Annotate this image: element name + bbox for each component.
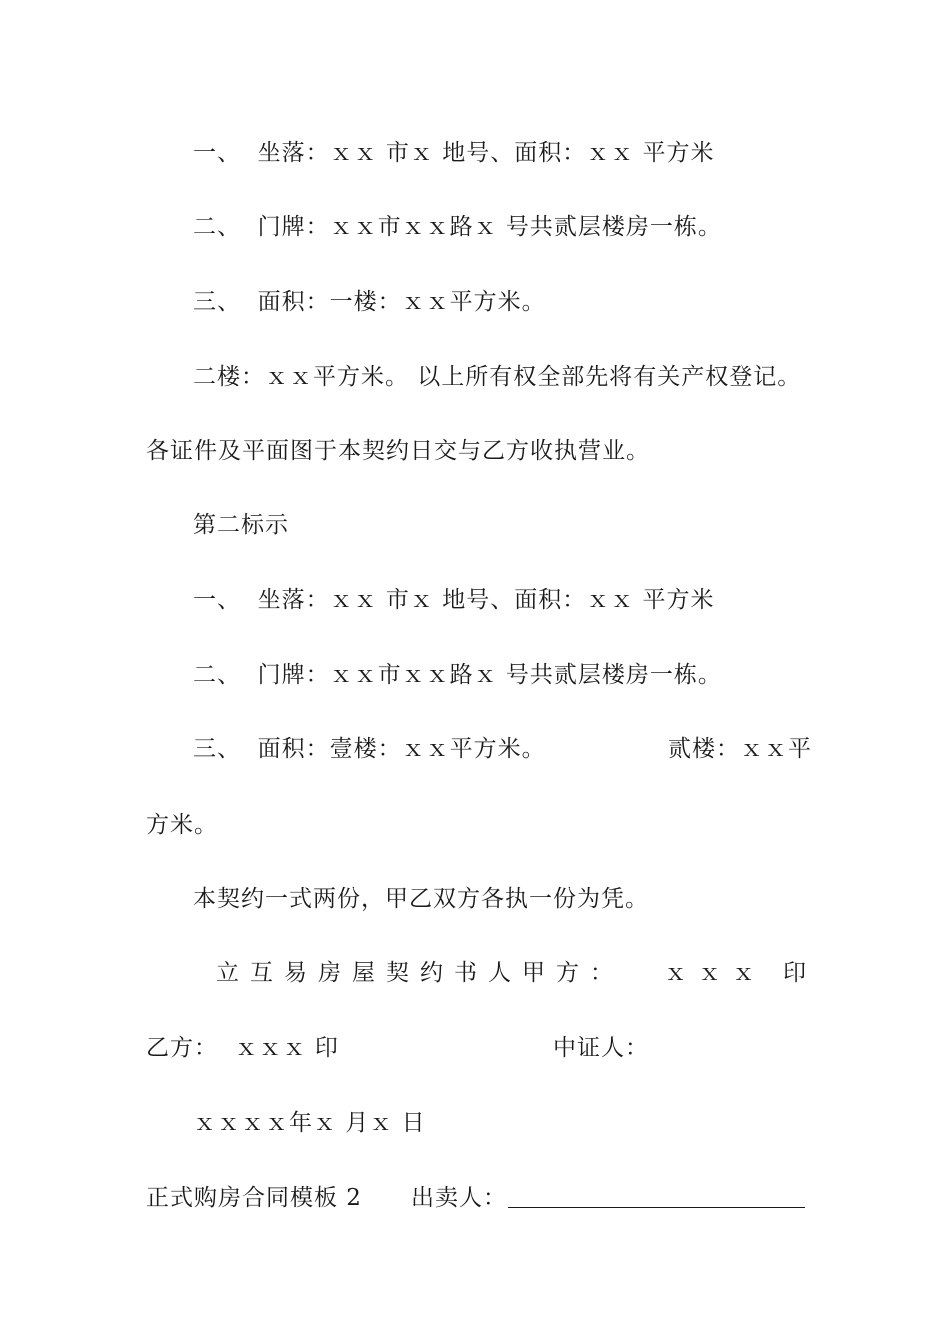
text-line-7: 一、 坐落：ｘｘ 市ｘ 地号、面积：ｘｘ 平方米 <box>193 587 715 613</box>
text-line-8: 二、 门牌：ｘｘ市ｘｘ路ｘ 号共贰层楼房一栋。 <box>193 662 722 688</box>
text-line-1: 一、 坐落：ｘｘ 市ｘ 地号、面积：ｘｘ 平方米 <box>193 140 715 166</box>
party-a-name: ｘｘｘ <box>664 960 766 986</box>
text-line-3: 三、 面积：一楼：ｘｘ平方米。 <box>193 289 546 315</box>
text-line-9a: 三、 面积：壹楼：ｘｘ平方米。 <box>193 736 546 762</box>
text-line-4: 二楼：ｘｘ平方米。 以上所有权全部先将有关产权登记。 <box>193 364 802 390</box>
party-a-seal: 印 <box>783 960 807 986</box>
text-line-5: 各证件及平面图于本契约日交与乙方收执营业。 <box>146 438 650 464</box>
party-a-label: 立互易房屋契约书人甲方： <box>216 960 624 986</box>
date-line: ｘｘｘｘ年ｘ 月ｘ 日 <box>193 1110 426 1136</box>
party-b-line: 乙方： ｘｘｘ 印 <box>146 1035 339 1061</box>
template-title: 正式购房合同模板 2 <box>146 1185 362 1211</box>
section-heading: 第二标示 <box>193 512 289 538</box>
witness-label: 中证人： <box>553 1035 649 1061</box>
text-line-9b: 贰楼：ｘｘ平 <box>668 736 812 762</box>
text-line-2: 二、 门牌：ｘｘ市ｘｘ路ｘ 号共贰层楼房一栋。 <box>193 214 722 240</box>
text-line-10: 方米。 <box>146 812 218 838</box>
text-line-11: 本契约一式两份，甲乙双方各执一份为凭。 <box>193 886 649 912</box>
seller-label: 出卖人： <box>411 1185 507 1211</box>
seller-blank-line <box>508 1207 805 1208</box>
